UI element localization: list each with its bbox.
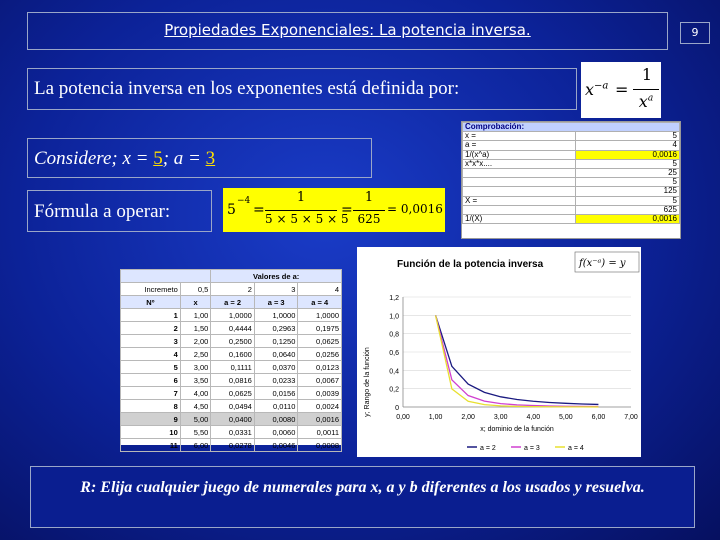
comprobacion-value: 4 (576, 141, 680, 150)
table-cell: 0,0625 (211, 387, 255, 400)
table-row (121, 309, 342, 322)
calc-den1: 5 × 5 × 5 × 5 (265, 212, 349, 226)
table-cell: 1,00 (180, 309, 211, 322)
comprobacion-label: 1/(X) (463, 214, 576, 223)
table-cell: 2,50 (180, 348, 211, 361)
x-tick-label: 4,00 (526, 414, 541, 421)
table-cell: 5,50 (180, 426, 211, 439)
comprobacion-value: 5 (576, 159, 680, 168)
a-value-cell: 4 (298, 283, 342, 296)
y-tick-label: 0,6 (389, 350, 399, 357)
table-row (121, 400, 342, 413)
col-x-header: x (180, 296, 211, 309)
table-cell: 0,0016 (298, 413, 342, 426)
series-line-a-2 (436, 315, 599, 404)
table-cell: 0,0067 (298, 374, 342, 387)
table-row (121, 426, 342, 439)
comprobacion-title: Comprobación: (463, 123, 680, 132)
comprobacion-label (463, 187, 576, 196)
y-tick-label: 0,4 (389, 368, 399, 376)
table-cell: 3,50 (180, 374, 211, 387)
comprobacion-value: 625 (576, 205, 680, 214)
a-value-cell: 2 (211, 283, 255, 296)
table-row (121, 413, 342, 426)
row-index: 6 (121, 374, 181, 387)
row-index: 8 (121, 400, 181, 413)
formula-numerator: 1 (641, 65, 653, 84)
legend-label: a = 2 (480, 445, 496, 452)
definition-text: La potencia inversa en los exponentes está definida por: (34, 78, 460, 99)
comprobacion-label: x = (463, 132, 576, 141)
calc-num2: 1 (364, 190, 374, 205)
y-tick-label: 1,2 (389, 295, 399, 302)
values-table (120, 269, 342, 450)
chart-title: Función de la potencia inversa (397, 259, 544, 270)
table-cell: 6,00 (180, 439, 211, 452)
comprobacion-value: 125 (576, 187, 680, 196)
table-cell: 0,0123 (298, 361, 342, 374)
increment-row (121, 283, 342, 296)
comprobacion-row (463, 141, 680, 150)
table-row (121, 335, 342, 348)
row-index: 4 (121, 348, 181, 361)
comprobacion-row (463, 168, 680, 177)
a-value: 3 (205, 148, 216, 169)
comprobacion-label: X = (463, 196, 576, 205)
comprobacion-value: 25 (576, 168, 680, 177)
table-cell: 0,0400 (211, 413, 255, 426)
comprobacion-label (463, 178, 576, 187)
row-index: 9 (121, 413, 181, 426)
chart-formula-label: f(x⁻ᵃ) = y (579, 258, 626, 269)
legend-label: a = 4 (568, 445, 584, 452)
consider-text: Considere; x = 5; a = 3 (34, 148, 216, 169)
row-index: 11 (121, 439, 181, 452)
comprobacion-value: 0,0016 (576, 214, 680, 223)
formula-calculation (223, 188, 445, 232)
comprobacion-row (463, 132, 680, 141)
table-cell: 0,0024 (298, 400, 342, 413)
formula-operate-label: Fórmula a operar: (34, 201, 171, 222)
table-cell: 0,0110 (254, 400, 298, 413)
table-cell: 0,0494 (211, 400, 255, 413)
table-cell: 0,0060 (254, 426, 298, 439)
table-row (121, 374, 342, 387)
series-line-a-3 (436, 315, 599, 406)
row-index: 2 (121, 322, 181, 335)
comprobacion-row (463, 187, 680, 196)
page-number: 9 (680, 22, 710, 44)
column-header-row (121, 296, 342, 309)
calc-exp: −4 (237, 196, 251, 206)
table-cell: 0,0080 (254, 413, 298, 426)
comprobacion-row (463, 150, 680, 159)
table-row (121, 322, 342, 335)
comprobacion-label (463, 168, 576, 177)
col-a-header: a = 3 (254, 296, 298, 309)
table-cell: 0,0370 (254, 361, 298, 374)
comprobacion-value: 0,0016 (576, 150, 680, 159)
table-cell: 0,0039 (298, 387, 342, 400)
row-index: 7 (121, 387, 181, 400)
legend-label: a = 3 (524, 445, 540, 452)
x-tick-label: 6,00 (591, 414, 606, 421)
table-cell: 0,0640 (254, 348, 298, 361)
x-tick-label: 2,00 (461, 414, 475, 421)
a-value-cell: 3 (254, 283, 298, 296)
table-row (121, 361, 342, 374)
comprobacion-value: 5 (576, 132, 680, 141)
table-cell: 1,0000 (254, 309, 298, 322)
calc-num1: 1 (296, 190, 306, 205)
col-a-header: a = 2 (211, 296, 255, 309)
comprobacion-row (463, 196, 680, 205)
table-cell: 1,0000 (211, 309, 255, 322)
consider-box (27, 138, 372, 178)
x-tick-label: 3,00 (493, 414, 508, 421)
formula-lhs: $x^{-a}$ (585, 80, 609, 99)
table-cell: 0,0278 (211, 439, 255, 452)
table-cell: 0,0816 (211, 374, 255, 387)
answer-box (30, 466, 695, 528)
comprobacion-row (463, 159, 680, 168)
definition-formula (581, 62, 661, 118)
table-cell: 0,1250 (254, 335, 298, 348)
comprobacion-label: x*x*x.... (463, 159, 576, 168)
table-cell: 0,0625 (298, 335, 342, 348)
y-tick-label: 0,8 (389, 331, 399, 339)
values-header-row (121, 270, 342, 283)
x-tick-label: 1,00 (428, 414, 443, 421)
increment-value: 0,5 (180, 283, 211, 296)
formula-operate-box (27, 190, 212, 232)
table-cell: 4,00 (180, 387, 211, 400)
comprobacion-label: a = (463, 141, 576, 150)
formula-equals: = (615, 80, 629, 99)
comprobacion-value: 5 (576, 178, 680, 187)
x-tick-label: 5,00 (559, 414, 573, 421)
blank-cell (121, 270, 211, 283)
title-box (27, 12, 668, 50)
comprobacion-row (463, 214, 680, 223)
y-tick-label: 1,0 (389, 313, 399, 321)
slide-title: Propiedades Exponenciales: La potencia inversa. (164, 21, 531, 39)
table-cell: 0,4444 (211, 322, 255, 335)
table-cell: 5,00 (180, 413, 211, 426)
x-tick-label: 0,00 (396, 414, 410, 421)
calc-result: = 0,0016 (387, 202, 443, 216)
table-row (121, 439, 342, 452)
calc-eq1: = (253, 202, 265, 218)
calc-eq2: = (341, 202, 353, 218)
table-row (121, 387, 342, 400)
table-cell: 0,2500 (211, 335, 255, 348)
row-index: 10 (121, 426, 181, 439)
comprobacion-label (463, 205, 576, 214)
formula-fraction-bar (633, 89, 659, 90)
series-line-a-4 (436, 315, 599, 407)
answer-text: R: Elija cualquier juego de numerales para x, a y b diferentes a los usados y resuelva. (80, 479, 645, 496)
x-value: 5 (153, 148, 163, 169)
table-row (121, 348, 342, 361)
row-index: 1 (121, 309, 181, 322)
table-cell: 0,0256 (298, 348, 342, 361)
inverse-power-chart (357, 247, 641, 457)
table-cell: 0,0011 (298, 426, 342, 439)
definition-box (27, 68, 577, 110)
table-cell: 0,0156 (254, 387, 298, 400)
table-cell: 1,0000 (298, 309, 342, 322)
comprobacion-row (463, 205, 680, 214)
formula-denominator: $x^a$ (638, 92, 654, 111)
table-cell: 0,1111 (211, 361, 255, 374)
comprobacion-value: 5 (576, 196, 680, 205)
values-title: Valores de a: (211, 270, 342, 283)
increment-label: Incremeto (121, 283, 181, 296)
table-cell: 0,0046 (254, 439, 298, 452)
table-cell: 0,1600 (211, 348, 255, 361)
table-cell: 0,0008 (298, 439, 342, 452)
comprobacion-label: 1/(x^a) (463, 150, 576, 159)
row-index: 3 (121, 335, 181, 348)
col-a-header: a = 4 (298, 296, 342, 309)
y-axis-label: y; Rango de la función (364, 347, 371, 417)
table-cell: 1,50 (180, 322, 211, 335)
table-cell: 0,2963 (254, 322, 298, 335)
col-n-header: Nº (121, 296, 181, 309)
table-cell: 3,00 (180, 361, 211, 374)
x-tick-label: 7,00 (624, 414, 638, 421)
chart-svg (357, 247, 641, 457)
row-index: 5 (121, 361, 181, 374)
table-cell: 0,1975 (298, 322, 342, 335)
x-axis-label: x; dominio de la función (480, 426, 554, 433)
calc-base: 5 (227, 202, 236, 218)
table-cell: 0,0233 (254, 374, 298, 387)
calc-den2: 625 (357, 212, 381, 226)
comprobacion-row (463, 178, 680, 187)
table-cell: 2,00 (180, 335, 211, 348)
y-tick-label: 0 (395, 405, 399, 412)
table-cell: 4,50 (180, 400, 211, 413)
y-tick-label: 0,2 (389, 386, 399, 394)
comprobacion-table (461, 121, 681, 239)
table-cell: 0,0331 (211, 426, 255, 439)
